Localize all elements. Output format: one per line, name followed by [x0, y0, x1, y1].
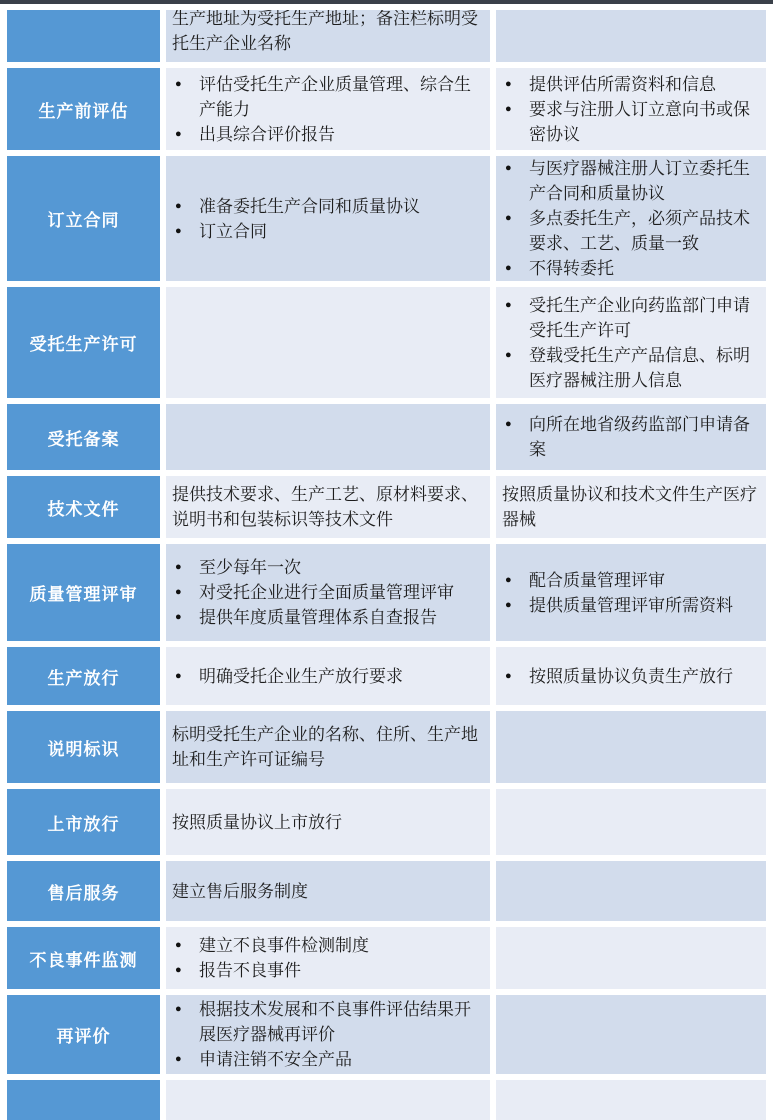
cell-text: 按照质量协议上市放行: [172, 812, 342, 832]
table-row: [7, 789, 766, 855]
row-header-cell: [7, 10, 160, 62]
bullet-icon: ●: [505, 418, 512, 430]
bullet-icon: ●: [175, 561, 182, 573]
bullet-text: 至少每年一次: [199, 558, 301, 577]
bullet-item: [172, 997, 484, 1047]
bullet-text: 评估受托生产企业质量管理、综合生产能力: [199, 74, 471, 119]
bullet-icon: ●: [175, 1003, 182, 1015]
content-cell-right: [496, 861, 766, 921]
table-row: [7, 10, 766, 62]
bullet-item: [172, 1047, 484, 1072]
bullet-item: [172, 72, 484, 122]
table-row: [7, 647, 766, 705]
bullet-item: [502, 568, 760, 593]
bullet-icon: ●: [505, 77, 512, 90]
content-cell-middle: [166, 647, 490, 705]
row-header-cell: 再评价: [7, 995, 160, 1074]
content-cell-middle: [166, 287, 490, 398]
content-cell-right: [496, 927, 766, 989]
bullet-icon: ●: [175, 669, 182, 682]
bullet-text: 不得转委托: [529, 259, 614, 278]
table-row: [7, 404, 766, 470]
bullet-text: 根据技术发展和不良事件评估结果开展医疗器械再评价: [199, 1000, 471, 1044]
row-header-cell: 受托备案: [7, 404, 160, 470]
content-cell-right: [496, 476, 766, 538]
content-cell-right: [496, 647, 766, 705]
bullet-icon: ●: [175, 964, 182, 976]
content-cell-right: [496, 68, 766, 150]
bullet-item: [502, 293, 760, 343]
bullet-item: [502, 97, 760, 147]
bullet-text: 受托生产企业向药监部门申请受托生产许可: [529, 295, 750, 340]
bullet-text: 明确受托企业生产放行要求: [199, 666, 403, 686]
table-row: [7, 476, 766, 538]
table-row: [7, 1080, 766, 1120]
bullet-text: 提供质量管理评审所需资料: [529, 595, 733, 615]
bullet-icon: ●: [505, 162, 512, 174]
bullet-icon: ●: [505, 298, 512, 311]
content-cell-middle: [166, 544, 490, 641]
table-row: [7, 287, 766, 398]
row-header-cell: 受托生产许可: [7, 287, 160, 398]
content-cell-middle: [166, 861, 490, 921]
bullet-item: [172, 958, 484, 983]
table-row: [7, 861, 766, 921]
content-cell-middle: [166, 711, 490, 783]
content-cell-right: [496, 711, 766, 783]
bullet-text: 建立不良事件检测制度: [199, 936, 369, 955]
content-cell-middle: [166, 68, 490, 150]
bullet-text: 对受托企业进行全面质量管理评审: [199, 583, 454, 602]
content-cell-middle: [166, 404, 490, 470]
row-header-cell: 上市放行: [7, 789, 160, 855]
bullet-item: [502, 664, 760, 689]
cell-text: 提供技术要求、生产工艺、原材料要求、说明书和包装标识等技术文件: [172, 485, 478, 529]
content-cell-right: [496, 995, 766, 1074]
bullet-item: [172, 580, 484, 605]
bullet-item: [502, 343, 760, 393]
content-cell-right: [496, 1080, 766, 1120]
bullet-item: [172, 194, 484, 219]
cell-text: 标明受托生产企业的名称、住所、生产地址和生产许可证编号: [172, 725, 478, 769]
cell-text: 生产地址为受托生产地址；备注栏标明受托生产企业名称: [172, 10, 478, 53]
bullet-item: [172, 664, 484, 689]
bullet-text: 报告不良事件: [199, 961, 301, 980]
bullet-item: [502, 256, 760, 281]
row-header-cell: 订立合同: [7, 156, 160, 281]
table-row: [7, 544, 766, 641]
bullet-icon: ●: [175, 77, 182, 90]
bullet-icon: ●: [175, 224, 182, 237]
bullet-icon: ●: [175, 939, 182, 951]
content-cell-right: [496, 544, 766, 641]
table-row: [7, 927, 766, 989]
bullet-icon: ●: [505, 102, 512, 115]
bullet-item: [502, 206, 760, 256]
content-cell-middle: [166, 476, 490, 538]
bullet-text: 配合质量管理评审: [529, 570, 665, 590]
content-cell-middle: [166, 927, 490, 989]
bullet-item: [172, 933, 484, 958]
content-cell-middle: [166, 10, 490, 62]
bullet-item: [172, 122, 484, 147]
bullet-item: [502, 593, 760, 618]
content-cell-middle: [166, 1080, 490, 1120]
content-cell-middle: [166, 995, 490, 1074]
row-header-cell: 生产放行: [7, 647, 160, 705]
bullet-icon: ●: [505, 598, 512, 611]
bullet-item: [502, 72, 760, 97]
bullet-text: 提供评估所需资料和信息: [529, 74, 716, 94]
row-header-cell: 质量管理评审: [7, 544, 160, 641]
bullet-text: 多点委托生产，必须产品技术要求、工艺、质量一致: [529, 209, 750, 253]
bullet-text: 与医疗器械注册人订立委托生产合同和质量协议: [529, 159, 750, 203]
bullet-text: 申请注销不安全产品: [199, 1050, 352, 1069]
bullet-icon: ●: [505, 348, 512, 361]
content-cell-middle: [166, 156, 490, 281]
row-header-cell: [7, 1080, 160, 1120]
bullet-text: 提供年度质量管理体系自查报告: [199, 608, 437, 627]
table-row: [7, 68, 766, 150]
bullet-icon: ●: [505, 212, 512, 224]
content-cell-middle: [166, 789, 490, 855]
table-row: [7, 156, 766, 281]
cell-text: 按照质量协议和技术文件生产医疗器械: [502, 485, 757, 529]
bullet-icon: ●: [505, 262, 512, 274]
bullet-text: 登载受托生产产品信息、标明医疗器械注册人信息: [529, 345, 750, 390]
bullet-text: 订立合同: [199, 221, 267, 241]
row-header-cell: 说明标识: [7, 711, 160, 783]
bullet-icon: ●: [175, 127, 182, 140]
row-header-cell: 不良事件监测: [7, 927, 160, 989]
row-header-cell: 生产前评估: [7, 68, 160, 150]
table-row: [7, 995, 766, 1074]
content-cell-right: [496, 404, 766, 470]
bullet-icon: ●: [505, 669, 512, 682]
table-row: [7, 711, 766, 783]
row-header-cell: 技术文件: [7, 476, 160, 538]
bullet-icon: ●: [505, 573, 512, 586]
bullet-text: 出具综合评价报告: [199, 124, 335, 144]
bullet-item: [502, 412, 760, 462]
bullet-text: 准备委托生产合同和质量协议: [199, 196, 420, 216]
bullet-item: [502, 156, 760, 206]
content-cell-right: [496, 156, 766, 281]
bullet-item: [172, 555, 484, 580]
content-cell-right: [496, 10, 766, 62]
bullet-text: 按照质量协议负责生产放行: [529, 666, 733, 686]
content-cell-right: [496, 789, 766, 855]
bullet-item: [172, 219, 484, 244]
bullet-icon: ●: [175, 611, 182, 623]
duty-comparison-table: [7, 4, 766, 1120]
bullet-icon: ●: [175, 1053, 182, 1065]
bullet-text: 向所在地省级药监部门申请备案: [529, 415, 750, 459]
cell-text: 建立售后服务制度: [172, 881, 308, 901]
row-header-cell: 售后服务: [7, 861, 160, 921]
bullet-item: [172, 605, 484, 630]
bullet-icon: ●: [175, 199, 182, 212]
bullet-icon: ●: [175, 586, 182, 598]
bullet-text: 要求与注册人订立意向书或保密协议: [529, 99, 750, 144]
content-cell-right: [496, 287, 766, 398]
